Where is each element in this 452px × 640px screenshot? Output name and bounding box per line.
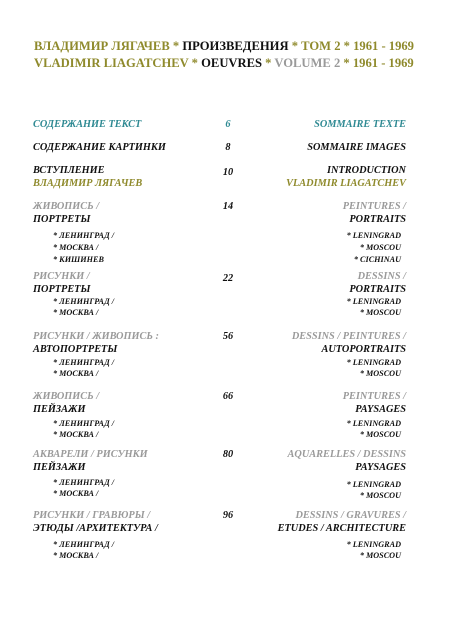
separator: * [288, 39, 302, 53]
place-item: * ЛЕНИНГРАД / [53, 297, 115, 306]
volume-fr: VOLUME 2 [274, 56, 341, 70]
place-item: * LENINGRAD [346, 419, 401, 428]
section5-subject-fr: PAYSAGES [355, 462, 406, 473]
place-item: * ЛЕНИНГРАД / [53, 419, 115, 428]
section5-page: 80 [222, 449, 234, 460]
section6-page: 96 [222, 510, 234, 521]
place-item: * CICHINAU [353, 255, 401, 264]
category-label: ЖИВОПИСЬ [33, 201, 94, 212]
place-item: * ЛЕНИНГРАД / [53, 231, 115, 240]
section1-category-fr [343, 201, 406, 212]
years-fr: 1961 - 1969 [352, 56, 414, 70]
section2-subject-ru: ПОРТРЕТЫ [33, 284, 91, 295]
separator: * [188, 56, 202, 70]
toc-intro-page: 10 [222, 167, 234, 178]
place-item: * ЛЕНИНГРАД / [53, 478, 115, 487]
toc-text-ru: СОДЕРЖАНИЕ ТЕКСТ [33, 119, 142, 130]
place-item: * LENINGRAD [346, 231, 401, 240]
section3-category-fr: DESSINS / PEINTURES / [291, 331, 406, 342]
section6-subject-ru: ЭТЮДЫ /АРХИТЕКТУРА / [33, 523, 158, 534]
toc-text-page: 6 [225, 119, 231, 130]
place-item: * MOSCOU [359, 369, 401, 378]
section3-subject-ru: АВТОПОРТРЕТЫ [33, 344, 118, 355]
place-item: * MOSCOU [359, 243, 401, 252]
section4-category-ru [33, 391, 99, 402]
place-item: * ЛЕНИНГРАД / [53, 358, 115, 367]
separator: / [93, 201, 100, 212]
separator: * [169, 39, 183, 53]
place-item: * LENINGRAD [346, 540, 401, 549]
place-item: * MOSCOU [359, 491, 401, 500]
header-line-french [34, 56, 414, 71]
author-name-fr: VLADIMIR LIAGATCHEV [34, 56, 189, 70]
section3-subject-fr: AUTOPORTRAITS [321, 344, 406, 355]
section6-category-ru: РИСУНКИ / ГРАВЮРЫ / [33, 510, 151, 521]
toc-images-page: 8 [225, 142, 231, 153]
place-item: * LENINGRAD [346, 358, 401, 367]
place-item: * MOSCOU [359, 308, 401, 317]
works-title-ru: ПРОИЗВЕДЕНИЯ [182, 39, 289, 53]
separator: * [340, 39, 354, 53]
section1-category-ru [33, 201, 99, 212]
section2-subject-fr: PORTRAITS [349, 284, 406, 295]
place-item: * КИШИНЕВ [53, 255, 104, 264]
place-item: * МОСКВА / [53, 551, 99, 560]
separator: * [340, 56, 353, 70]
category-label: PEINTURES [342, 201, 401, 212]
section4-subject-ru: ПЕЙЗАЖИ [33, 404, 86, 415]
separator: / [400, 271, 406, 282]
separator: / [400, 391, 406, 402]
volume-ru: ТОМ 2 [301, 39, 341, 53]
place-item: * МОСКВА / [53, 489, 99, 498]
separator: / [93, 391, 100, 402]
separator: / [400, 201, 406, 212]
works-title-fr: OEUVRES [201, 56, 263, 70]
section2-page: 22 [222, 273, 234, 284]
section4-subject-fr: PAYSAGES [355, 404, 406, 415]
section3-category-ru: РИСУНКИ / ЖИВОПИСЬ : [33, 331, 159, 342]
section4-category-fr [343, 391, 406, 402]
category-label: PEINTURES [342, 391, 401, 402]
section5-subject-ru: ПЕЙЗАЖИ [33, 462, 86, 473]
toc-intro-author-fr: VLADIMIR LIAGATCHEV [286, 178, 406, 189]
section5-category-fr: AQUARELLES / DESSINS [287, 449, 406, 460]
toc-text-fr: SOMMAIRE TEXTE [314, 119, 406, 130]
section6-subject-fr: ETUDES / ARCHITECTURE [277, 523, 406, 534]
toc-intro-author-ru: ВЛАДИМИР ЛЯГАЧЕВ [33, 178, 143, 189]
place-item: * ЛЕНИНГРАД / [53, 540, 115, 549]
place-item: * МОСКВА / [53, 243, 99, 252]
place-item: * МОСКВА / [53, 308, 99, 317]
section1-subject-ru: ПОРТРЕТЫ [33, 214, 91, 225]
category-label: РИСУНКИ [33, 271, 85, 282]
toc-images-ru: СОДЕРЖАНИЕ КАРТИНКИ [33, 142, 166, 153]
place-item: * МОСКВА / [53, 369, 99, 378]
place-item: * LENINGRAD [346, 480, 401, 489]
section2-category-fr [358, 271, 406, 282]
years-ru: 1961 - 1969 [353, 39, 414, 53]
toc-intro-ru: ВСТУПЛЕНИЕ [33, 165, 105, 176]
category-label: DESSINS [357, 271, 401, 282]
place-item: * MOSCOU [359, 430, 401, 439]
toc-images-fr: SOMMAIRE IMAGES [307, 142, 406, 153]
separator: * [262, 56, 275, 70]
place-item: * МОСКВА / [53, 430, 99, 439]
section1-page: 14 [222, 201, 234, 212]
header-line-russian [34, 39, 414, 54]
section3-page: 56 [222, 331, 234, 342]
place-item: * MOSCOU [359, 551, 401, 560]
separator: / [84, 271, 90, 282]
toc-intro-fr: INTRODUCTION [327, 165, 406, 176]
section4-page: 66 [222, 391, 234, 402]
section6-category-fr: DESSINS / GRAVURES / [295, 510, 406, 521]
section1-subject-fr: PORTRAITS [349, 214, 406, 225]
section5-category-ru: АКВАРЕЛИ / РИСУНКИ [33, 449, 148, 460]
author-name-ru: ВЛАДИМИР ЛЯГАЧЕВ [34, 39, 170, 53]
section2-category-ru [33, 271, 90, 282]
category-label: ЖИВОПИСЬ [33, 391, 94, 402]
place-item: * LENINGRAD [346, 297, 401, 306]
